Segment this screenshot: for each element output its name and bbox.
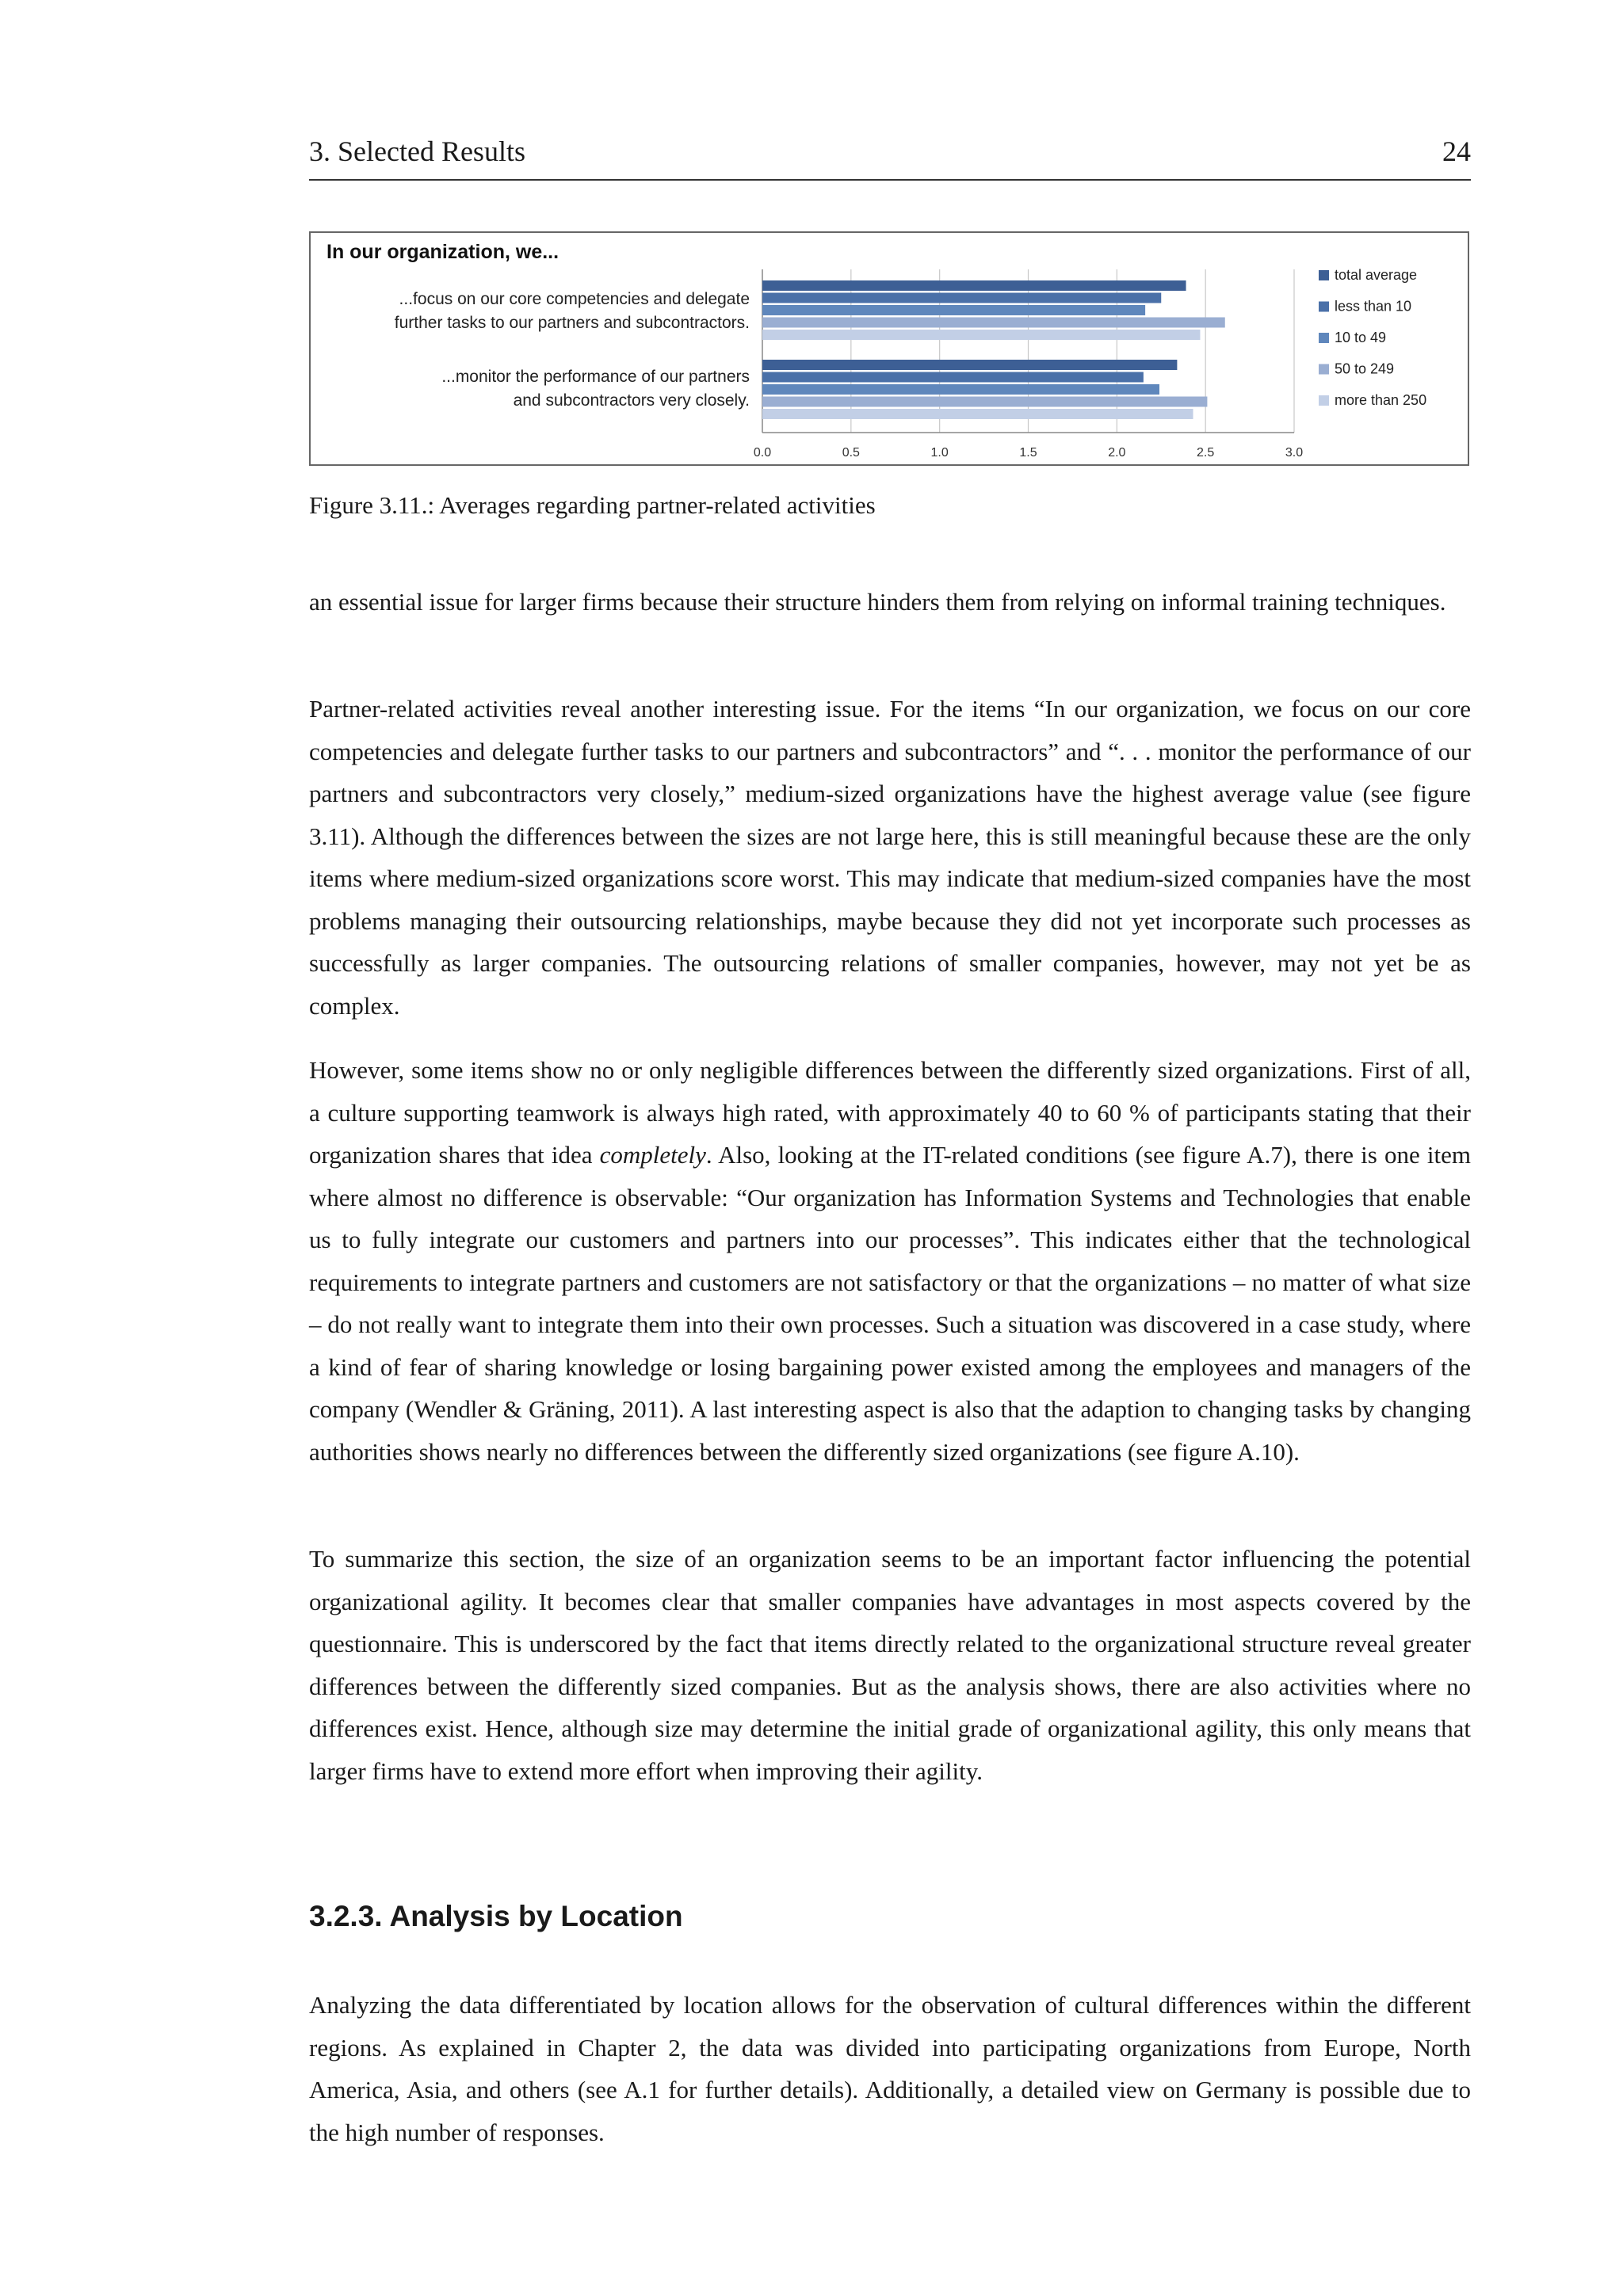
legend-swatch	[1319, 333, 1329, 343]
category-label: and subcontractors very closely.	[513, 391, 750, 410]
bar	[762, 330, 1200, 340]
running-header	[309, 135, 1471, 181]
paragraph-1: an essential issue for larger firms because their structure hinders them from relying on informal training techniques.	[309, 588, 1446, 616]
bar-chart	[311, 233, 1468, 464]
x-tick-label: 1.0	[930, 446, 949, 460]
emphasis-completely: completely	[599, 1141, 706, 1169]
bar	[762, 409, 1193, 419]
section-heading: 3.2.3. Analysis by Location	[309, 1900, 683, 1932]
bar	[762, 318, 1225, 328]
legend-swatch	[1319, 364, 1329, 375]
figure-3-11	[309, 231, 1469, 466]
bar	[762, 280, 1186, 291]
bar	[762, 305, 1145, 315]
legend-swatch	[1319, 395, 1329, 406]
legend-swatch	[1319, 302, 1329, 312]
x-tick-label: 3.0	[1285, 446, 1304, 460]
bar	[762, 293, 1161, 303]
page-number: 24	[1442, 135, 1471, 167]
legend-label: more than 250	[1335, 392, 1427, 408]
legend-label: 50 to 249	[1335, 360, 1395, 377]
x-tick-label: 2.5	[1197, 446, 1215, 460]
x-tick-label: 2.0	[1108, 446, 1126, 460]
bar	[762, 360, 1177, 370]
bar	[762, 384, 1159, 395]
legend-label: 10 to 49	[1335, 330, 1387, 345]
bar	[762, 372, 1144, 383]
x-tick-label: 1.5	[1019, 446, 1037, 460]
legend-swatch	[1319, 270, 1329, 280]
x-tick-label: 0.5	[842, 446, 860, 460]
x-tick-label: 0.0	[753, 446, 772, 460]
chart-title: In our organization, we...	[327, 241, 559, 263]
category-label: ...focus on our core competencies and delegate	[399, 290, 750, 308]
bar	[762, 397, 1207, 407]
paragraph-4: To summarize this section, the size of an organization seems to be an important factor influencing the potential organizational agility. It becomes clear that smaller companies have advantages in most aspects covered by the questionnaire. This is underscored by the fact that items directly related to the organizational structure reveal greater differences between the differently sized companies. But as the analysis shows, there are also activities where no differences exist. Hence, although size may determine the initial grade of organizational agility, this only means that larger firms have to extend more effort when improving their agility.	[309, 1545, 1471, 1785]
category-label: further tasks to our partners and subcontractors.	[394, 314, 750, 332]
paragraph-5: Analyzing the data differentiated by location allows for the observation of cultural differences within the different regions. As explained in Chapter 2, the data was divided into participating organizations from Europe, North America, Asia, and others (see A.1 for further details). Additionally, a detailed view on Germany is possible due to the high number of responses.	[309, 1991, 1471, 2146]
paragraph-3	[309, 1049, 1471, 1473]
section-title: 3. Selected Results	[309, 135, 525, 167]
paragraph-3-part-1: However, some items show no or only negligible differences between the differently sized organizations. First of all, a culture supporting teamwork is always high rated, with approximately 40 to 60 % of participants stating that their organization shares that idea	[309, 1056, 1471, 1169]
legend-label: total average	[1335, 267, 1418, 283]
category-label: ...monitor the performance of our partners	[441, 368, 750, 386]
legend-label: less than 10	[1335, 298, 1412, 315]
paragraph-3-part-2: . Also, looking at the IT-related conditions (see figure A.7), there is one item where almost no difference is observable: “Our organization has Information Systems and Technologies that enable us to fully integrate our customers and partners into our processes”. This indicates either that the technological requirements to integrate partners and customers are not satisfactory or that the organizations – no matter of what size – do not really want to integrate them into their own processes. Such a situation was discovered in a case study, where a kind of fear of sharing knowledge or losing bargaining power existed among the employees and managers of the company (Wendler & Gräning, 2011). A last interesting aspect is also that the adaption to changing tasks by changing authorities shows nearly no differences between the differently sized organizations (see figure A.10).	[309, 1141, 1471, 1466]
figure-caption: Figure 3.11.: Averages regarding partner-related activities	[309, 491, 876, 519]
paragraph-2: Partner-related activities reveal another interesting issue. For the items “In our organization, we focus on our core competencies and delegate further tasks to our partners and subcontractors” and “. . . monitor the performance of our partners and subcontractors very closely,” medium-sized organizations have the highest average value (see figure 3.11). Although the differences between the sizes are not large here, this is still meaningful because these are the only items where medium-sized organizations score worst. This may indicate that medium-sized companies have the most problems managing their outsourcing relationships, maybe because they did not yet incorporate such processes as successfully as larger companies. The outsourcing relations of smaller companies, however, may not yet be as complex.	[309, 695, 1471, 1020]
